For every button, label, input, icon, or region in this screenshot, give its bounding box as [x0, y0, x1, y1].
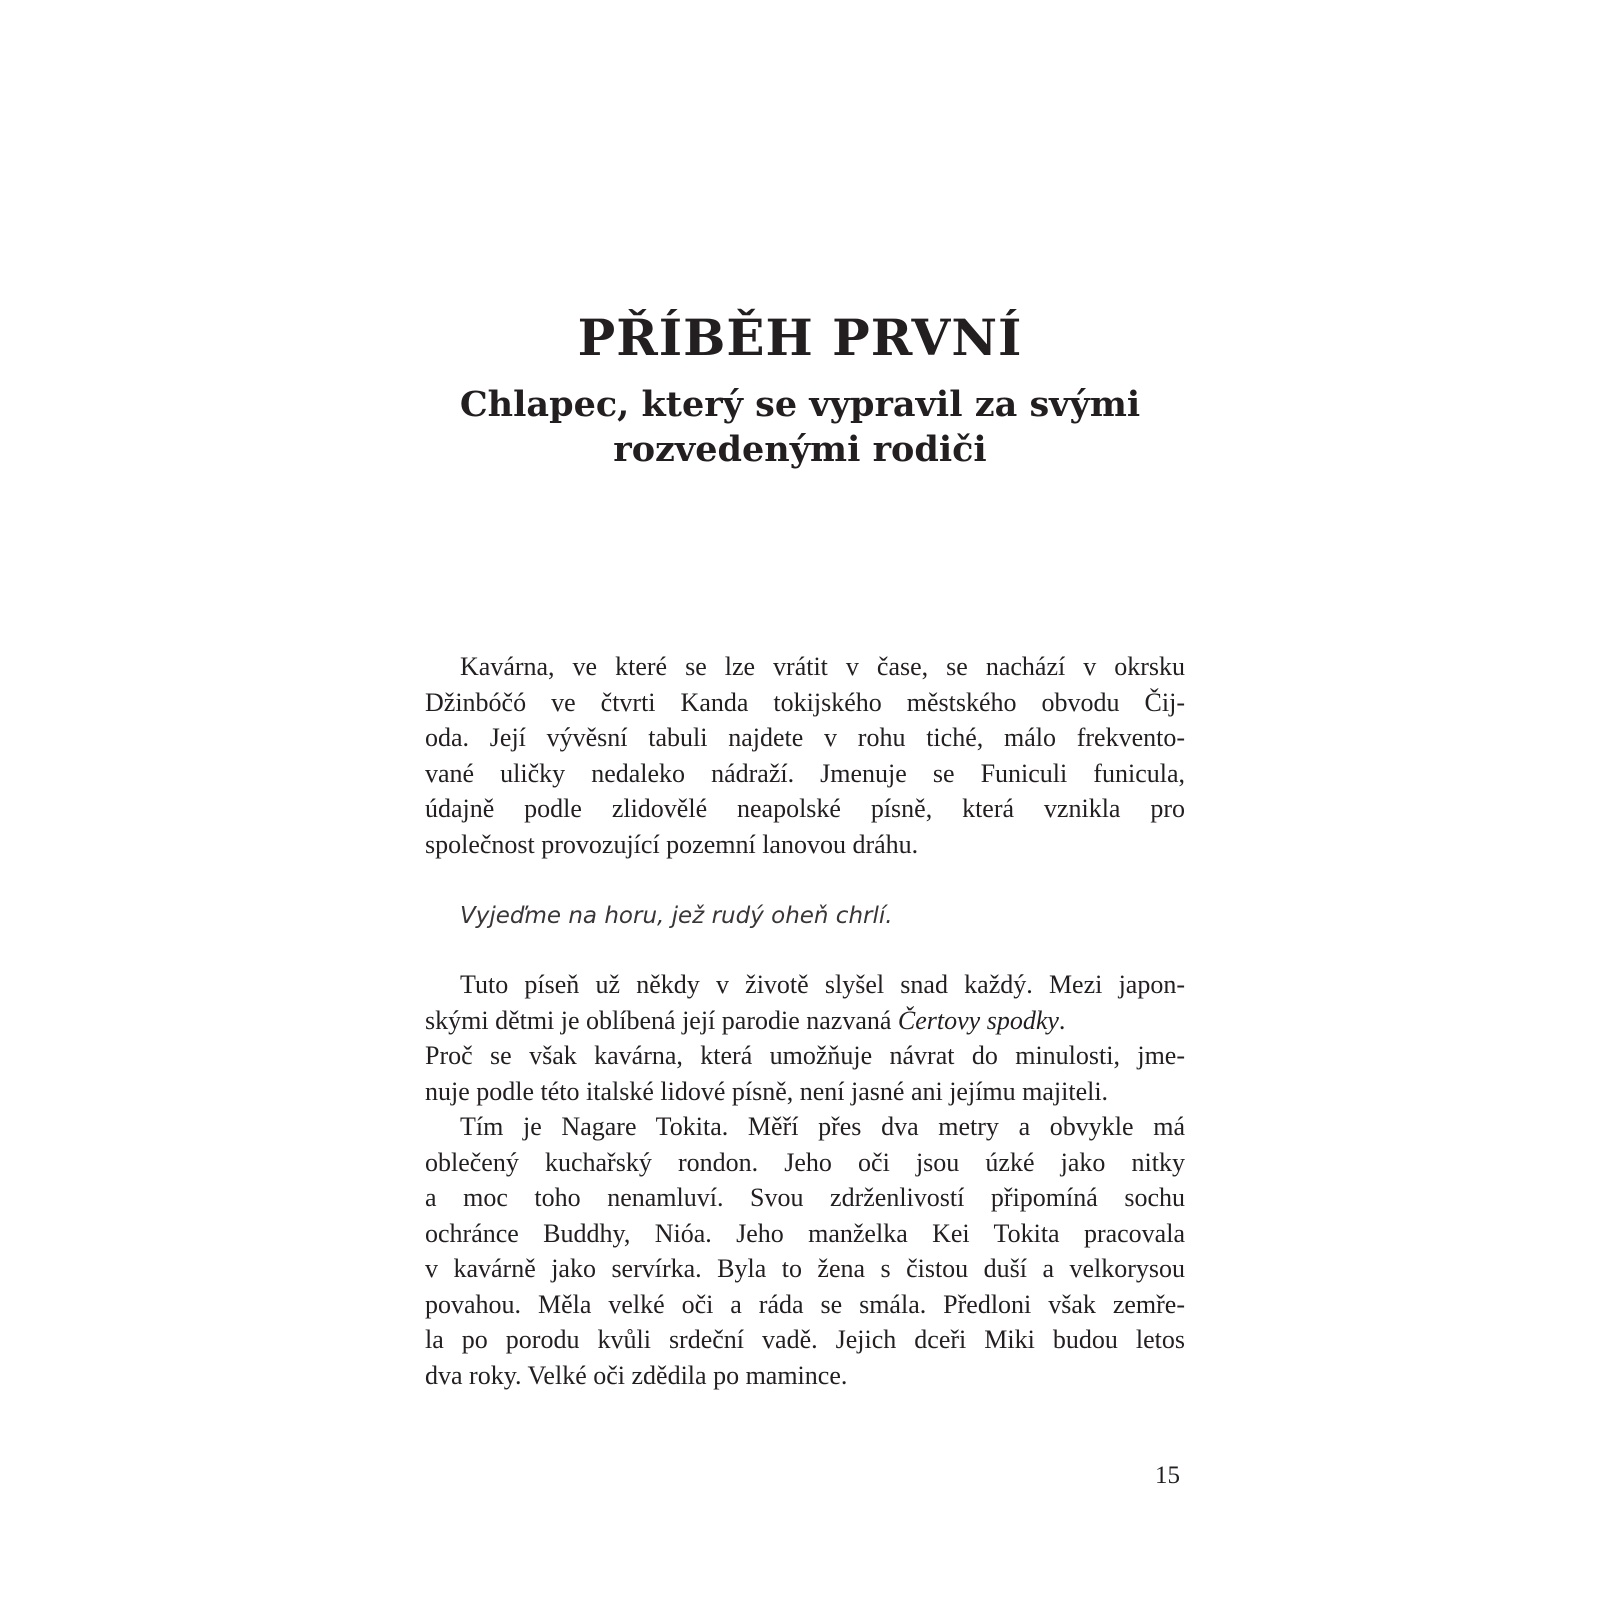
chapter-subtitle-line-1: Chlapec, který se vypravil za svými [459, 384, 1141, 425]
parody-title: Čertovy spodky [897, 1005, 1059, 1035]
paragraph-line: Džinbóčó ve čtvrti Kanda tokijského městského obvodu Čij- [425, 687, 1185, 717]
paragraph-line: povahou. Měla velké oči a ráda se smála. Předloni však zemře- [425, 1289, 1185, 1319]
paragraph-line: oda. Její vývěsní tabuli najdete v rohu tiché, málo frekvento- [425, 723, 1185, 752]
paragraph-line: společnost provozující pozemní lanovou dráhu. [425, 829, 919, 859]
song-quote: Vyjeďme na horu, jež rudý oheň chrlí. [460, 903, 893, 929]
page-number: 15 [1155, 1462, 1180, 1489]
paragraph-line: a moc toho nenamluví. Svou zdrženlivostí připomíná sochu [425, 1183, 1185, 1212]
paragraph-2 [425, 967, 1185, 1393]
paragraph-line: údajně podle zlidovělé neapolské písně, která vznikla pro [425, 794, 1185, 823]
chapter-title: PŘÍBĚH PRVNÍ [577, 308, 1023, 367]
chapter-subtitle [440, 382, 1160, 472]
paragraph-line: Tím je Nagare Tokita. Měří přes dva metry a obvykle má [460, 1112, 1185, 1141]
paragraph-line: vané uličky nedaleko nádraží. Jmenuje se Funiculi funicula, [425, 758, 1185, 788]
chapter-subtitle-line-2: rozvedenými rodiči [613, 429, 987, 470]
parody-title-punctuation: . [1058, 1005, 1066, 1035]
paragraph-line [425, 1003, 1185, 1039]
paragraph-line: v kavárně jako servírka. Byla to žena s čistou duší a velkorysou [425, 1254, 1185, 1283]
paragraph-line: Kavárna, ve které se lze vrátit v čase, se nachází v okrsku [460, 652, 1185, 681]
paragraph-line: oblečený kuchařský rondon. Jeho oči jsou úzké jako nitky [425, 1147, 1185, 1177]
paragraph-line: ochránce Buddhy, Nióa. Jeho manželka Kei Tokita pracovala [425, 1218, 1185, 1248]
paragraph-line: la po porodu kvůli srdeční vadě. Jejich dceři Miki budou letos [425, 1325, 1185, 1354]
paragraph-1 [425, 649, 1185, 862]
paragraph-line: dva roky. Velké oči zdědila po mamince. [425, 1360, 848, 1390]
paragraph-line-text: skými dětmi je oblíbená její parodie nazvaná [425, 1005, 898, 1035]
paragraph-line: nuje podle této italské lidové písně, není jasné ani jejímu majiteli. [425, 1076, 1109, 1106]
paragraph-line: Tuto píseň už někdy v životě slyšel snad každý. Mezi japon- [460, 970, 1185, 999]
paragraph-line: Proč se však kavárna, která umožňuje návrat do minulosti, jme- [425, 1041, 1185, 1070]
